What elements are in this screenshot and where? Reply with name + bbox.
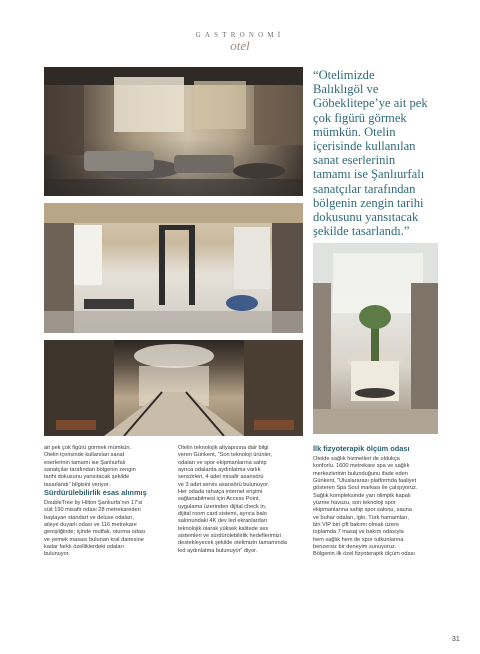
body-line: ve 3 adet servis asansörü bulunuyor. <box>178 481 270 488</box>
subheading-physiotherapy: İlk fizyoterapik ölçüm odası <box>313 444 410 453</box>
body-line: konforlu. 1600 metrekare spa ve sağlık <box>313 463 410 470</box>
body-column-1 <box>44 445 170 489</box>
body-line: gösteren Spa Soul markası ile çalışıyoruz. <box>313 485 418 492</box>
pull-quote-line: sanatçılar tarafından <box>313 181 416 196</box>
section-title: GASTRONOMİ <box>195 31 285 39</box>
body-line: sağlanabilmesi için Access Point, <box>178 496 261 503</box>
body-line: biri VIP biri çift bakımı olmak üzere <box>313 522 400 529</box>
body-line: eserlerinin tamamı ise Şanlıurfalı <box>44 459 126 466</box>
subheading-sustainability: Sürdürülebilirlik esas alınmış <box>44 488 147 497</box>
pull-quote-line: Balıklıgöl ve <box>313 82 379 97</box>
body-line: DoubleTree by Hilton Şanlıurfa’nın 17’si <box>44 500 143 506</box>
body-line: Otelin teknolojik altyapısına dair bilgi <box>178 445 269 451</box>
pull-quote-line: sanat eserlerinin <box>313 153 396 168</box>
reception-desk-illustration <box>313 243 438 434</box>
pull-quote-line: dokusunu yansıtacak <box>313 210 419 225</box>
body-line: benzersiz bir deneyim sunuyoruz. <box>313 544 397 551</box>
body-line: sensörleri, 4 adet misafir asansörü <box>178 474 264 481</box>
body-line: Otelde sağlık hizmetleri de oldukça <box>313 456 400 462</box>
body-line: süit 190 misafir odası 28 metrekareden <box>44 507 141 514</box>
body-line: ait pek çok figürü görmek mümkün. <box>44 445 132 451</box>
body-line: aileye duyarlı odası ve 116 metrekare <box>44 522 137 529</box>
gym-illustration <box>44 203 303 333</box>
body-column-3 <box>313 456 443 559</box>
section-subtitle: otel <box>230 38 250 53</box>
body-line: dijital room card sistemi, ayrıca balo <box>178 511 267 518</box>
body-line: Günkent, “Uluslararası platformda faaliyet <box>313 478 417 485</box>
lobby-lounge-illustration <box>44 67 303 196</box>
body-line: Otelin içerisinde kullanılan sanat <box>44 452 125 459</box>
body-line: odaları ve spor ekipmanlarına sahip <box>178 459 267 466</box>
pull-quote <box>313 68 441 238</box>
body-line: bulunuyor. <box>44 551 70 558</box>
body-line: ve buhar odaları, iglo, Türk hamamları, <box>313 514 409 521</box>
lobby-lounge-photo <box>44 67 303 196</box>
body-line: kadar farklı özelliklerdeki odaları <box>44 544 124 551</box>
body-line: ekipmanlarına sahip spor salonu, sauna <box>313 507 412 514</box>
pull-quote-line: “Otelimizde <box>313 68 375 82</box>
pull-quote-line: tamamı ise Şanlıurfalı <box>313 167 425 182</box>
body-line: veren Günkent, “Son teknoloji ürünler, <box>178 452 272 459</box>
body-column-1-part-2 <box>44 500 170 559</box>
body-line: ve yemek masası bulunan kral dairesine <box>44 536 144 543</box>
pull-quote-line: mümkün. Otelin <box>313 124 396 139</box>
corridor-illustration <box>44 340 303 436</box>
body-line: ayrıca odalarda aydınlatma varlık <box>178 467 261 474</box>
pull-quote-line: bölgenin zengin tarihi <box>313 195 424 210</box>
body-line: salonundaki 4K dev led ekranlardan <box>178 518 267 525</box>
gym-photo <box>44 203 303 333</box>
reception-desk-photo <box>313 243 438 434</box>
body-line: tasarlandı” bilgisini veriyor. <box>44 481 110 488</box>
body-column-2 <box>178 445 304 555</box>
pull-quote-line: Göbeklitepe’ye ait pek <box>313 96 428 111</box>
body-line: merkezlerinin bulunduğunu ifade eden <box>313 470 408 477</box>
body-line: Bölgenin ilk özel fizyoterapik ölçüm odası <box>313 551 415 558</box>
body-line: destekleyecek şekilde otelimizin tamamında <box>178 540 287 547</box>
body-line: tarihi dokusunu yansıtacak şekilde <box>44 474 130 481</box>
pull-quote-line: şekilde tasarlandı.” <box>313 224 410 239</box>
body-line: yüzme havuzu, son teknoloji spor <box>313 500 396 507</box>
pull-quote-line: içerisinde kullanılan <box>313 139 416 154</box>
body-line: teknolojik olarak yüksek kalitede ses <box>178 525 269 532</box>
body-line: Sağlık kompleksinde yarı olimpik kapalı <box>313 492 411 499</box>
body-line: başlayan standart ve deluxe odaları, <box>44 514 134 521</box>
body-line: hem sağlık hem de spor tutkunlarına <box>313 536 404 543</box>
pull-quote-line: çok figürü görmek <box>313 110 407 125</box>
page-number: 31 <box>452 636 460 643</box>
body-line: led aydınlatma bulunuyor” diyor. <box>178 547 258 554</box>
body-line: genişliğinde; içinde mutfak, oturma odası <box>44 529 146 536</box>
body-line: toplamda 7 masaj ve bakım odasıyla <box>313 529 404 536</box>
corridor-photo <box>44 340 303 436</box>
body-line: Her odada rahatça internet erişimi <box>178 489 263 496</box>
body-line: sistemleri ve sürdürülebilirlik hedeflerimizi <box>178 533 281 540</box>
body-line: sanatçılar tarafından bölgenin zengin <box>44 467 136 474</box>
body-line: uygulama üzerinden dijital check in, <box>178 503 267 510</box>
